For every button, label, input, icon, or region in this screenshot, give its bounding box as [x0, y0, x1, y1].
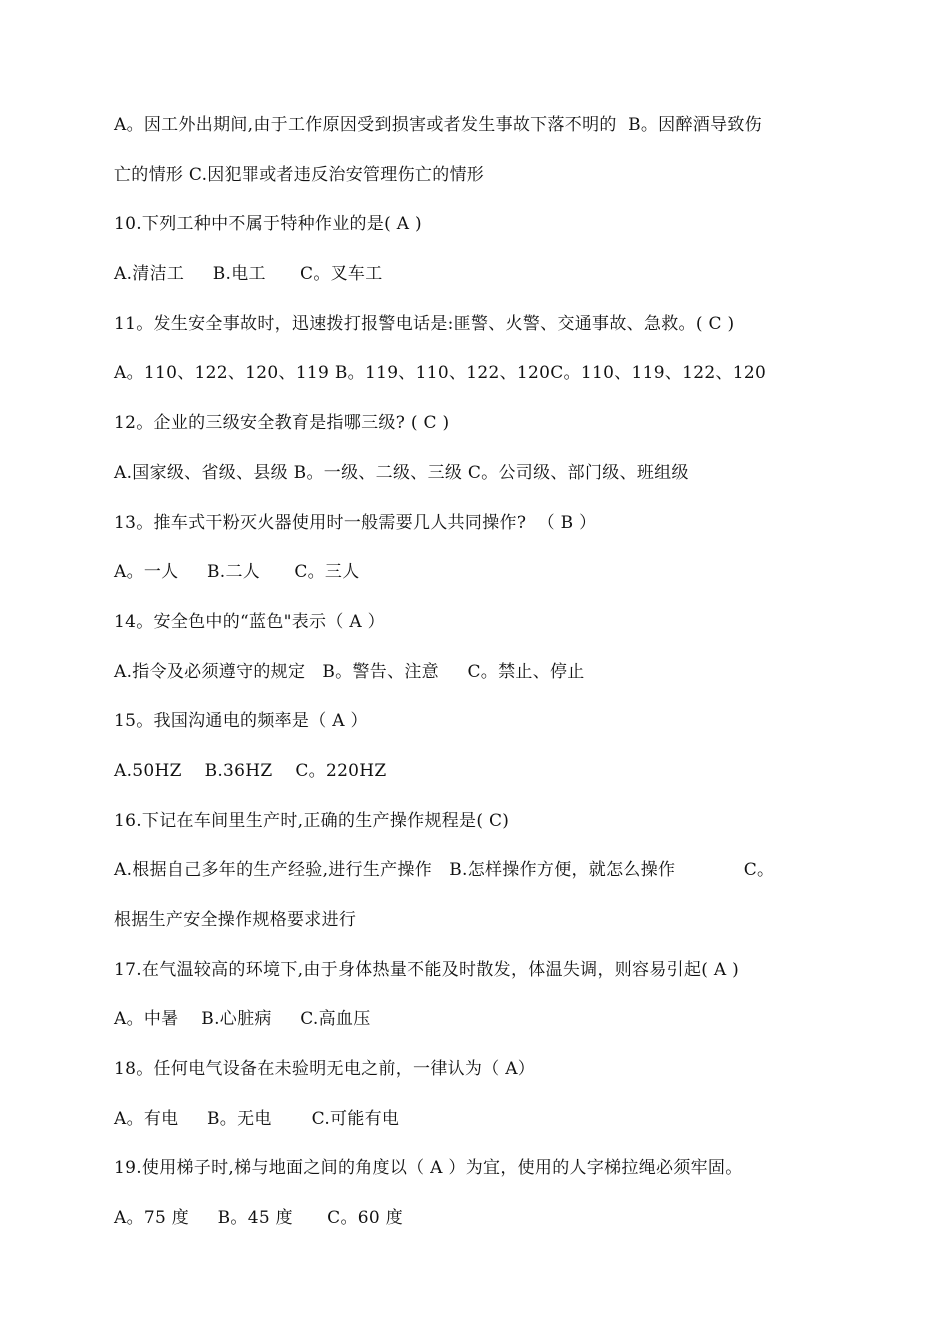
question-18: 18。任何电气设备在未验明无电之前，一律认为（ A） — [114, 1059, 536, 1080]
answer-options-17: A。中暑 B.心脏病 C.高血压 — [114, 1009, 371, 1030]
question-15: 15。我国沟通电的频率是（ A ） — [114, 711, 368, 732]
answer-options-10: A.清洁工 B.电工 C。叉车工 — [114, 264, 383, 285]
answer-options-13: A。一人 B.二人 C。三人 — [114, 562, 360, 583]
answer-options-9-line1: A。因工外出期间,由于工作原因受到损害或者发生事故下落不明的 B。因醉酒导致伤 — [114, 115, 762, 135]
answer-options-9-line2: 亡的情形 C.因犯罪或者违反治安管理伤亡的情形 — [114, 164, 485, 185]
answer-options-16-line2: 根据生产安全操作规格要求进行 — [114, 910, 357, 930]
answer-options-18: A。有电 B。无电 C.可能有电 — [114, 1108, 400, 1129]
answer-options-15: A.50HZ B.36HZ C。220HZ — [114, 760, 387, 781]
question-17: 17.在气温较高的环境下,由于身体热量不能及时散发，体温失调，则容易引起( A ) — [114, 959, 740, 980]
answer-options-14: A.指令及必须遵守的规定 B。警告、注意 C。禁止、停止 — [114, 661, 585, 682]
answer-options-12: A.国家级、省级、县级 B。一级、二级、三级 C。公司级、部门级、班组级 — [114, 462, 689, 483]
document-body — [114, 108, 844, 1251]
question-16: 16.下记在车间里生产时,正确的生产操作规程是( C) — [114, 810, 510, 831]
answer-options-19: A。75 度 B。45 度 C。60 度 — [114, 1208, 404, 1229]
answer-options-16-line1: A.根据自己多年的生产经验,进行生产操作 B.怎样操作方便，就怎么操作 C。 — [114, 860, 775, 881]
question-11: 11。发生安全事故时，迅速拨打报警电话是:匪警、火警、交通事故、急救。( C ) — [114, 313, 735, 334]
question-19: 19.使用梯子时,梯与地面之间的角度以（ A ）为宜，使用的人字梯拉绳必须牢固。 — [114, 1158, 743, 1179]
question-13: 13。推车式干粉灭火器使用时一般需要几人共同操作? （ B ） — [114, 512, 597, 533]
question-12: 12。企业的三级安全教育是指哪三级? ( C ) — [114, 413, 450, 434]
answer-options-11: A。110、122、120、119 B。119、110、122、120C。110、119、122、120 — [114, 363, 767, 384]
question-14: 14。安全色中的“蓝色"表示（ A ） — [114, 611, 385, 632]
question-10: 10.下列工种中不属于特种作业的是( A ) — [114, 214, 422, 235]
